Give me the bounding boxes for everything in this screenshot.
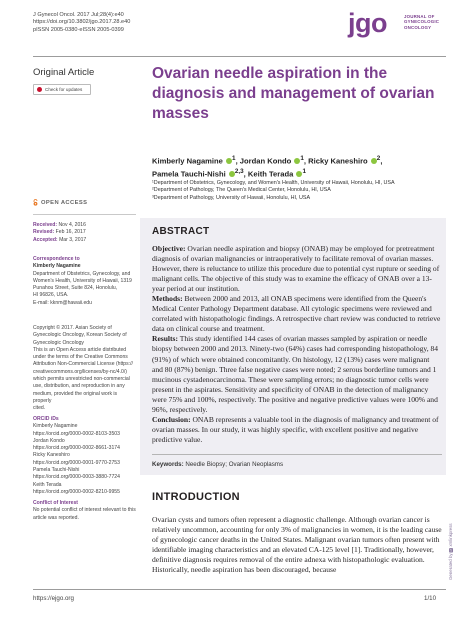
section-text: This study identified 144 cases of ovarian masses sampled by aspiration or needle biopsy between 2000 and 2013. Ninety-two (64%) cases had corresponding histopathology, 84 (91%) of which were obtained concomitantly. On histology, 12 (13%) cases were malignant and 80 (87%) benign. Three false negative cases were noted; 2 serous borderline tumors and 1 mucinous cystadenocarcinoma. These were sampling errors; no diagnostic tumor cells were present in the aspirates. Sensitivity and specificity of ONAB in the detection of malignancy were 75% and 100%, respectively. The positive and negative predictive values were 100% and 96%, respectively.: [152, 334, 439, 414]
section-text: ONAB represents a valuable tool in the diagnosis of malignancy and treatment of ovarian masses. In our study, it was highly specific, with excellent positive and negative predictive value.: [152, 414, 439, 444]
journal-name-line: JOURNAL OF: [404, 14, 435, 19]
conflict-line: No potential conflict of interest relevant to this: [33, 507, 136, 514]
correspondence-name: Kimberly Nagamine: [33, 263, 81, 270]
section-label: Conclusion:: [152, 414, 191, 424]
author-name[interactable]: Keith Terada: [247, 169, 294, 179]
author-line: Kimberly Nagamine $^1$, Jordan Kondo $^1$, Ricky Kaneshiro $^2$,: [152, 155, 383, 166]
correspondence-line: HI 96826, USA.: [33, 292, 69, 299]
copyright-line: use, distribution, and reproduction in any: [33, 383, 125, 390]
orcid-link[interactable]: https://orcid.org/0000-0002-8103-3503: [33, 430, 120, 437]
orcid-name: Jordan Kondo: [33, 437, 65, 444]
abstract-results: [152, 334, 442, 414]
orcid-link[interactable]: https://orcid.org/0000-0003-3880-7724: [33, 474, 120, 481]
copyright-line: which permits unrestricted non-commercial: [33, 376, 130, 383]
revised-label: Revised:: [33, 229, 55, 236]
received-date: Nov 4, 2016: [58, 222, 86, 228]
side-watermark: Generated by 🆇 xmlinkpress: [448, 523, 453, 580]
copyright-line: Gynecologic Oncology: [33, 339, 84, 346]
conflict-block: [33, 500, 136, 522]
author-name[interactable]: Pamela Tauchi-Nishi: [152, 169, 226, 179]
affiliations: [152, 180, 452, 202]
author-affil: 1: [302, 168, 306, 176]
abstract-conclusion: [152, 415, 442, 445]
author-line: Pamela Tauchi-Nishi $^{2,3}$, Keith Terada $^1$: [152, 168, 306, 179]
abstract-heading: ABSTRACT: [152, 226, 210, 237]
author-affil: 2: [376, 155, 381, 162]
license-link[interactable]: creativecommons.org/licenses/by-nc/4.0/): [33, 368, 127, 375]
citation-line: J Gynecol Oncol. 2017 Jul;28(4):e40: [33, 12, 124, 18]
abstract-objective: [152, 244, 442, 294]
orcid-label: ORCID iDs: [33, 416, 59, 422]
author-name[interactable]: Ricky Kaneshiro: [308, 156, 368, 166]
section-label: Methods:: [152, 294, 183, 304]
orcid-name: Kimberly Nagamine: [33, 423, 78, 430]
footer-divider: [33, 589, 446, 590]
section-text: Ovarian needle aspiration and biopsy (ONAB) may be employed for pretreatment diagnosis of ovarian malignancies or intraoperatively to facilitate removal of ovarian masses. However, there is reluctance to utilize this procedure due to potential cyst rupture or seeding of malignant cells. The objective of this study was to examine the efficacy of ONAB over a 13-year period at our institution.: [152, 244, 440, 294]
footer-url[interactable]: https://ejgo.org: [33, 595, 74, 602]
abstract-body: [152, 244, 442, 445]
issn-line: pISSN 2005-0380·eISSN 2005-0399: [33, 26, 124, 33]
article-type: Original Article: [33, 67, 95, 78]
page-number: 1/10: [424, 595, 437, 602]
orcid-link[interactable]: https://orcid.org/0000-0002-8210-9955: [33, 488, 120, 495]
author-affil: 1: [300, 155, 304, 162]
affiliation-line: ³Department of Pathology, University of Hawaii, Honolulu, HI, USA: [152, 194, 311, 201]
author-list: [152, 154, 452, 180]
copyright-line: medium, provided the original work is properly: [33, 390, 118, 404]
open-access-label: OPEN ACCESS: [41, 199, 88, 206]
author-affil: 2,3: [234, 168, 244, 176]
introduction-heading: INTRODUCTION: [152, 491, 240, 503]
journal-name-line: ONCOLOGY: [404, 24, 432, 30]
copyright-line: Gynecologic Oncology, Korean Society of: [33, 332, 127, 339]
check-updates-label: Check for updates: [45, 87, 83, 92]
section-text: Between 2000 and 2013, all ONAB specimens were identified from the Queen's Medical Center Pathology Department database. All cytologic specimens were reviewed and correlated with histopathologic findings. A retrospective chart review was conducted to retrieve data on clinical course and treatment.: [152, 294, 441, 334]
conflict-line: article was reported.: [33, 514, 79, 521]
affiliation-line: ¹Department of Obstetrics, Gynecology, and Women's Health, University of Hawaii, Honolulu, HI, USA: [152, 180, 395, 186]
orcid-link[interactable]: https://orcid.org/0000-0002-8661-3174: [33, 445, 120, 452]
author-affil: 1: [232, 155, 236, 162]
section-label: Results:: [152, 334, 178, 344]
check-updates-button[interactable]: [33, 84, 91, 95]
copyright-line: under the terms of the Creative Commons: [33, 354, 128, 361]
revised-date: Feb 16, 2017: [55, 229, 86, 236]
correspondence-line: Department of Obstetrics, Gynecology, and: [33, 270, 131, 277]
journal-name-line: GYNECOLOGIC: [404, 19, 440, 25]
introduction-body: Ovarian cysts and tumors often represent a diagnostic challenge. Although ovarian cancer is relatively uncommon, accounting for only 3% of malignancies in women, it is the leading cause of gynecologic cancer deaths in the United States. Malignant ovarian tumors often present with identifiable imaging characteristics and an elevated CA-125 level [1]. Traditionally, however, definitive diagnosis requires removal of the entire adnexa with histopathologic evaluation. Historically, needle aspiration has been discouraged, because: [152, 515, 442, 575]
keywords: [152, 461, 442, 468]
logo-text: jgo: [348, 8, 387, 38]
orcid-name: Pamela Tauchi-Nishi: [33, 467, 80, 474]
crossmark-icon: [37, 87, 42, 92]
accepted-date: Mar 3, 2017: [59, 236, 87, 243]
dates-block: [33, 222, 136, 244]
author-name[interactable]: Jordan Kondo: [239, 156, 292, 166]
copyright-line: This is an Open Access article distributed: [33, 346, 127, 353]
author-name[interactable]: Kimberly Nagamine: [152, 156, 223, 166]
keywords-divider: [152, 454, 442, 455]
orcid-name: Keith Terada: [33, 481, 62, 488]
conflict-label: Conflict of Interest: [33, 500, 78, 506]
correspondence-label: Correspondence to: [33, 256, 80, 262]
journal-name: [404, 14, 439, 30]
copyright-line: Copyright © 2017. Asian Society of: [33, 325, 112, 331]
abstract-methods: [152, 294, 442, 334]
side-divider: [33, 214, 136, 215]
affiliation-line: ²Department of Pathology, The Queen's Medical Center, Honolulu, HI, USA: [152, 187, 331, 194]
article-title: Ovarian needle aspiration in the diagnosis and management of ovarian masses: [152, 65, 435, 122]
copyright-line: cited.: [33, 405, 46, 412]
keywords-text: Needle Biopsy; Ovarian Neoplasms: [185, 461, 284, 468]
keywords-label: Keywords:: [152, 461, 184, 468]
correspondence-email[interactable]: E-mail: kknm@hawaii.edu: [33, 299, 92, 306]
correspondence-block: [33, 256, 136, 307]
doi-link[interactable]: https://doi.org/10.3802/jgo.2017.28.e40: [33, 19, 131, 26]
open-access-badge: [33, 199, 87, 206]
copyright-line: Attribution Non-Commercial License (https://: [33, 361, 133, 368]
copyright-block: [33, 325, 136, 413]
citation-block: [33, 12, 130, 34]
correspondence-line: Women's Health, University of Hawaii, 1319: [33, 277, 132, 284]
orcid-name: Ricky Kaneshiro: [33, 452, 70, 459]
header-divider: [33, 56, 446, 57]
orcid-link[interactable]: https://orcid.org/0000-0001-9770-2753: [33, 459, 120, 466]
orcid-block: [33, 416, 136, 496]
accepted-label: Accepted:: [33, 236, 58, 243]
received-label: Received:: [33, 222, 58, 228]
section-label: Objective:: [152, 244, 186, 253]
open-lock-icon: [33, 199, 38, 206]
correspondence-line: Punahou Street, Suite 824, Honolulu,: [33, 285, 118, 292]
